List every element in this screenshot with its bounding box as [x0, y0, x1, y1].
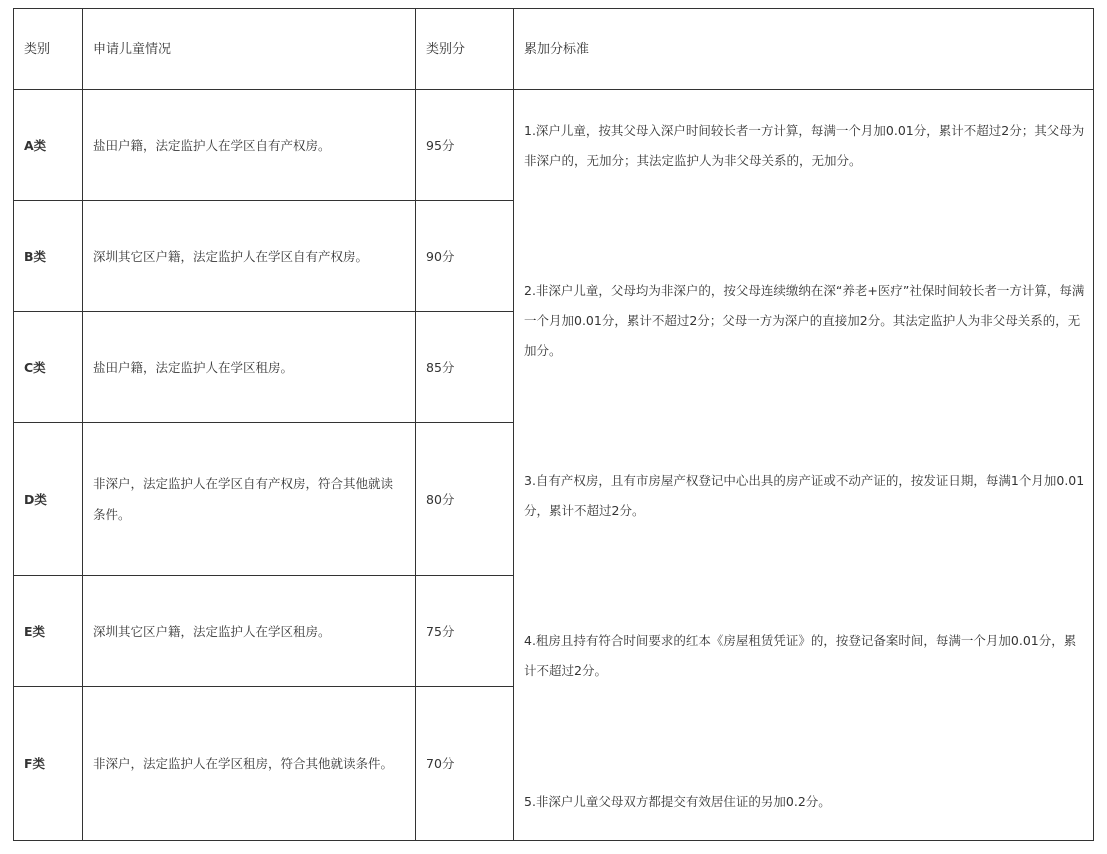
situation-cell: 盐田户籍，法定监护人在学区自有产权房。 — [83, 90, 416, 201]
header-row — [14, 9, 1094, 90]
score-cell: 95分 — [416, 90, 514, 201]
score-cell: 75分 — [416, 576, 514, 687]
standard-item-5: 5.非深户儿童父母双方都提交有效居住证的另加0.2分。 — [524, 794, 831, 809]
situation-cell: 深圳其它区户籍，法定监护人在学区租房。 — [83, 576, 416, 687]
header-category: 类别 — [14, 9, 83, 90]
bonus-standard-cell — [514, 90, 1094, 841]
header-situation: 申请儿童情况 — [83, 9, 416, 90]
table-row — [14, 90, 1094, 201]
category-cell: C类 — [14, 312, 83, 423]
header-bonus-standard: 累加分标准 — [514, 9, 1094, 90]
standard-item-2: 2.非深户儿童，父母均为非深户的，按父母连续缴纳在深“养老+医疗”社保时间较长者一方计算，每满一个月加0.01分，累计不超过2分；父母一方为深户的直接加2分。其法定监护人为非父母关系的，无加分。 — [524, 283, 1085, 358]
score-cell: 90分 — [416, 201, 514, 312]
score-cell: 80分 — [416, 423, 514, 576]
standard-item-3: 3.自有产权房，且有市房屋产权登记中心出具的房产证或不动产证的，按发证日期，每满1个月加0.01分，累计不超过2分。 — [524, 473, 1085, 518]
situation-cell: 盐田户籍，法定监护人在学区租房。 — [83, 312, 416, 423]
situation-cell: 非深户，法定监护人在学区租房，符合其他就读条件。 — [83, 687, 416, 841]
category-cell: B类 — [14, 201, 83, 312]
situation-cell: 非深户，法定监护人在学区自有产权房，符合其他就读条件。 — [83, 423, 416, 576]
category-cell: A类 — [14, 90, 83, 201]
header-score: 类别分 — [416, 9, 514, 90]
score-cell: 85分 — [416, 312, 514, 423]
score-cell: 70分 — [416, 687, 514, 841]
admission-points-table — [13, 8, 1094, 841]
category-cell: F类 — [14, 687, 83, 841]
category-cell: D类 — [14, 423, 83, 576]
standard-item-4: 4.租房且持有符合时间要求的红本《房屋租赁凭证》的，按登记备案时间，每满一个月加0.01分，累计不超过2分。 — [524, 633, 1077, 678]
category-cell: E类 — [14, 576, 83, 687]
situation-cell: 深圳其它区户籍，法定监护人在学区自有产权房。 — [83, 201, 416, 312]
standard-item-1: 1.深户儿童，按其父母入深户时间较长者一方计算，每满一个月加0.01分，累计不超过2分；其父母为非深户的，无加分；其法定监护人为非父母关系的，无加分。 — [524, 123, 1085, 168]
